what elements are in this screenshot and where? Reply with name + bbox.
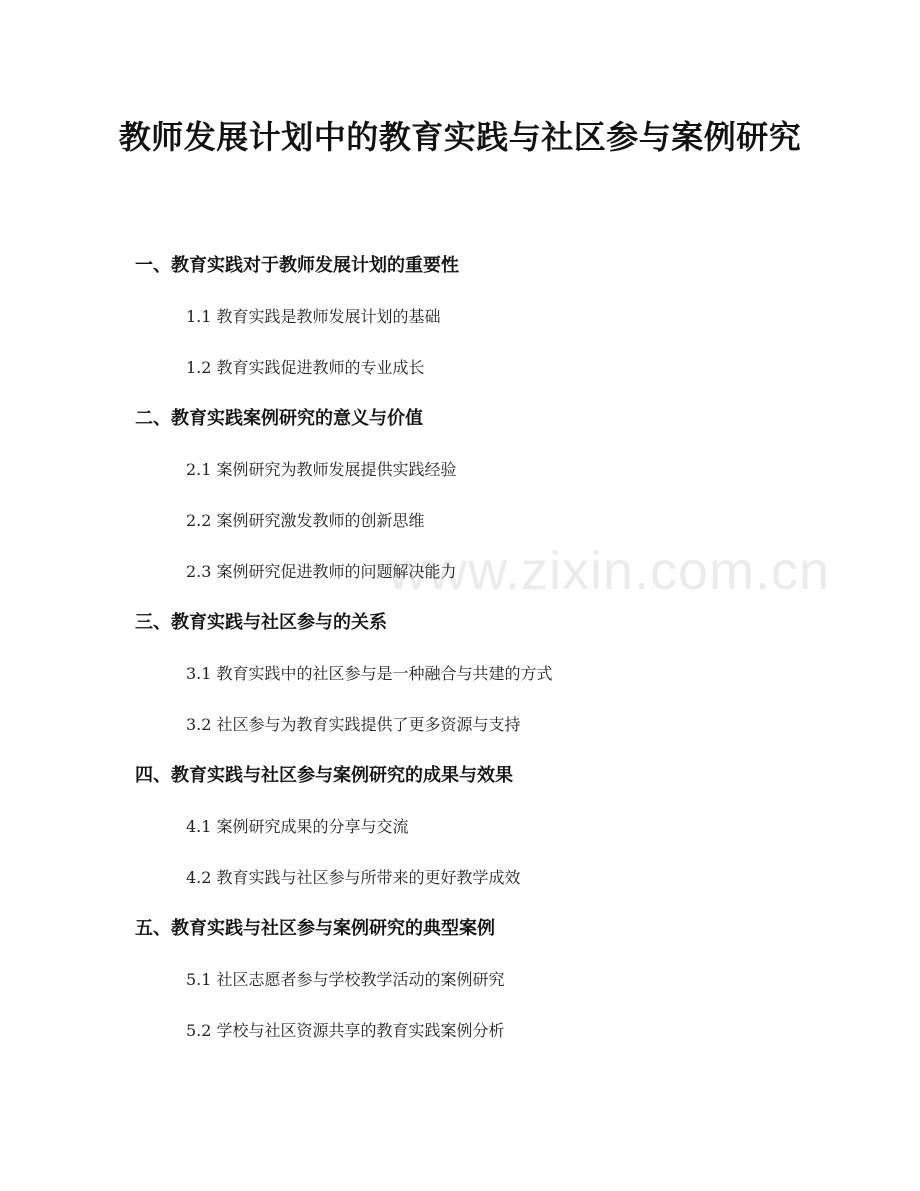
sub-item: 4.2 教育实践与社区参与所带来的更好教学成效 (186, 868, 521, 887)
sub-item: 5.2 学校与社区资源共享的教育实践案例分析 (186, 1021, 505, 1040)
sub-item: 1.1 教育实践是教师发展计划的基础 (186, 307, 441, 326)
section-heading: 五、教育实践与社区参与案例研究的典型案例 (135, 918, 495, 939)
sub-item: 2.2 案例研究激发教师的创新思维 (186, 511, 425, 530)
section-4 (0, 758, 920, 911)
section-heading: 一、教育实践对于教师发展计划的重要性 (135, 255, 459, 276)
sub-item: 5.1 社区志愿者参与学校教学活动的案例研究 (186, 970, 505, 989)
page-title: 教师发展计划中的教育实践与社区参与案例研究 (118, 118, 802, 156)
sub-item: 2.1 案例研究为教师发展提供实践经验 (186, 460, 457, 479)
section-3 (0, 605, 920, 758)
sub-item: 2.3 案例研究促进教师的问题解决能力 (186, 562, 457, 581)
sub-item: 3.1 教育实践中的社区参与是一种融合与共建的方式 (186, 664, 553, 683)
section-heading: 四、教育实践与社区参与案例研究的成果与效果 (135, 765, 513, 786)
sub-item: 3.2 社区参与为教育实践提供了更多资源与支持 (186, 715, 521, 734)
sub-item: 4.1 案例研究成果的分享与交流 (186, 817, 409, 836)
section-heading: 三、教育实践与社区参与的关系 (135, 612, 387, 633)
watermark: www.zixin.com.cn (388, 541, 831, 601)
table-of-contents (0, 248, 920, 1064)
section-2 (0, 401, 920, 605)
section-5 (0, 911, 920, 1064)
section-1 (0, 248, 920, 401)
sub-item: 1.2 教育实践促进教师的专业成长 (186, 358, 425, 377)
section-heading: 二、教育实践案例研究的意义与价值 (135, 408, 423, 429)
